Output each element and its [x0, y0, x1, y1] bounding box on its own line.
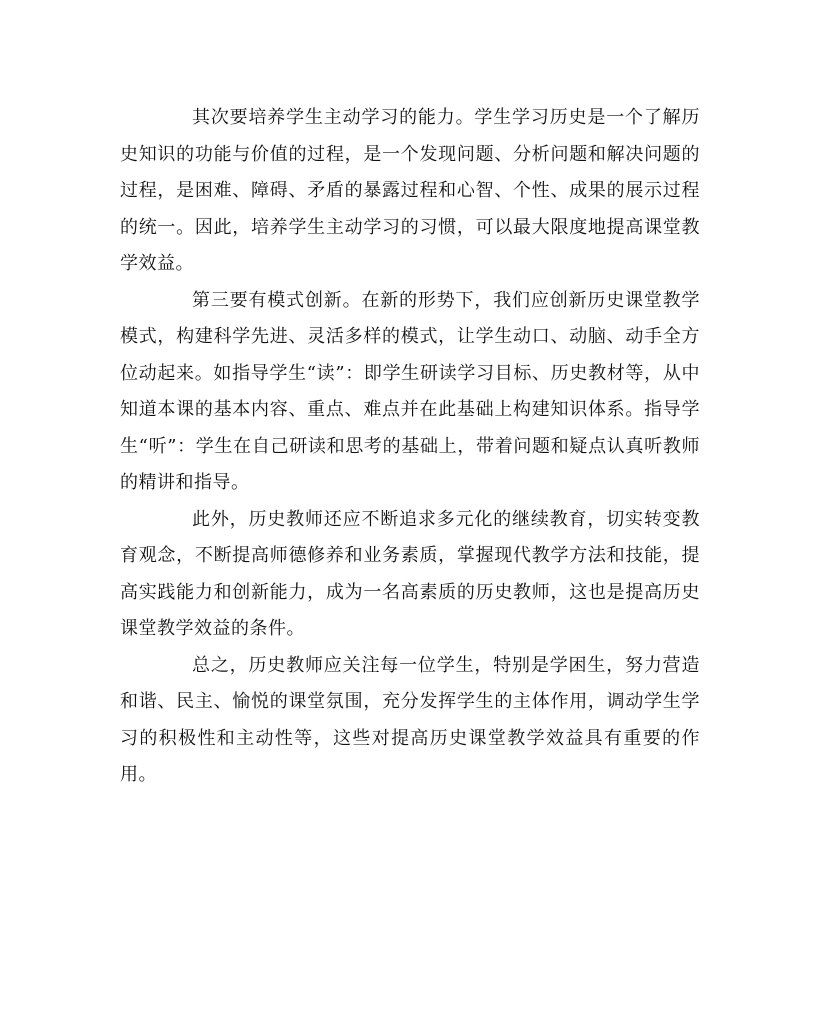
- document-body: [120, 100, 700, 794]
- paragraph-4: 总之，历史教师应关注每一位学生，特别是学困生，努力营造和谐、民主、愉悦的课堂氛围，充分发挥学生的主体作用，调动学生学习的积极性和主动性等，这些对提高历史课堂教学效益具有重要的作用。: [120, 654, 700, 785]
- paragraph-2: 第三要有模式创新。在新的形势下，我们应创新历史课堂教学模式，构建科学先进、灵活多样的模式，让学生动口、动脑、动手全方位动起来。如指导学生“读”：即学生研读学习目标、历史教材等，从中知道本课的基本内容、重点、难点并在此基础上构建知识体系。指导学生“听”：学生在自己研读和思考的基础上，带着问题和疑点认真听教师的精讲和指导。: [120, 289, 700, 493]
- paragraph-1: 其次要培养学生主动学习的能力。学生学习历史是一个了解历史知识的功能与价值的过程，是一个发现问题、分析问题和解决问题的过程，是困难、障碍、矛盾的暴露过程和心智、个性、成果的展示过程的统一。因此，培养学生主动学习的习惯，可以最大限度地提高课堂教学效益。: [120, 107, 700, 274]
- paragraph-3: 此外，历史教师还应不断追求多元化的继续教育，切实转变教育观念，不断提高师德修养和业务素质，掌握现代教学方法和技能，提高实践能力和创新能力，成为一名高素质的历史教师，这也是提高历史课堂教学效益的条件。: [120, 508, 700, 639]
